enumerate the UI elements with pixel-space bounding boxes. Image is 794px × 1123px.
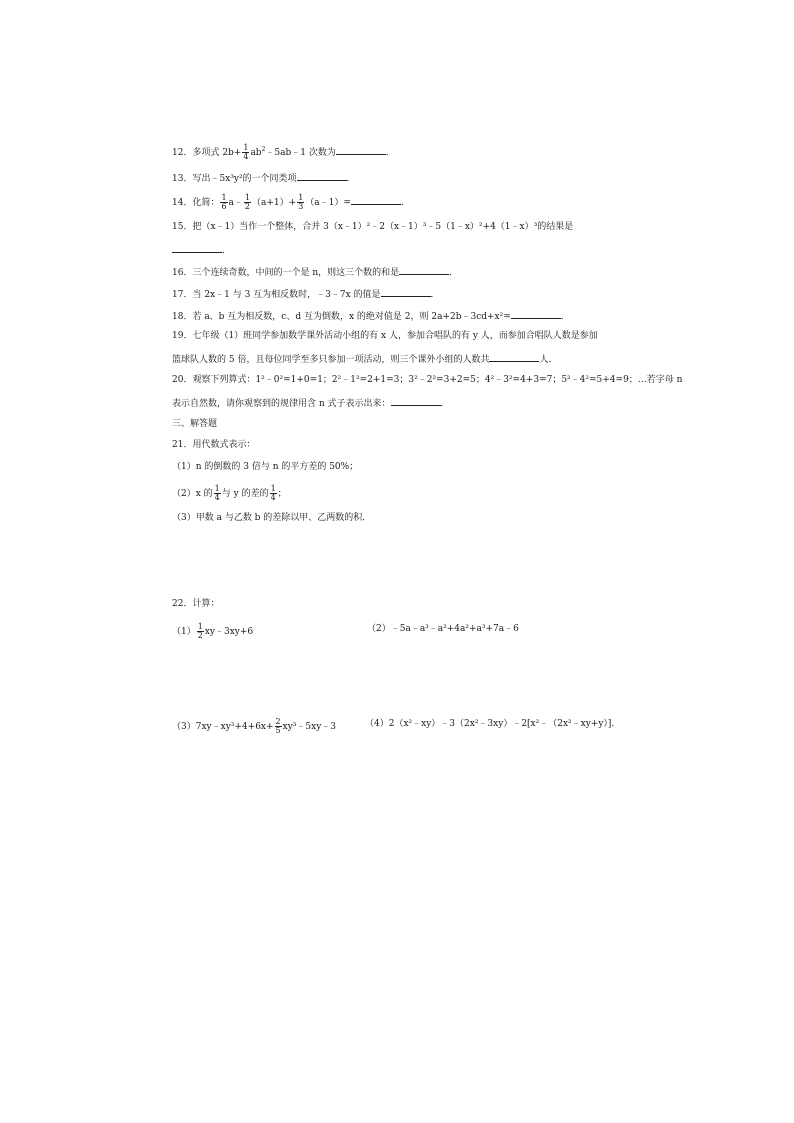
question-21 [172,439,255,451]
q14-text-d: ． [400,198,410,208]
q21-p2b: 与 y 的差的 [221,489,269,499]
question-15-cont [172,243,231,257]
q16-answer-blank[interactable] [399,265,449,275]
q17-text-d: ． [430,290,440,300]
q17-text-a: 17．当 2x﹣1 与 3 互为相反数时，﹣3﹣7x 的值是 [172,290,381,300]
q16-text-a: 16．三个连续奇数，中间的一个是 n，则这三个数的和是 [172,268,400,278]
q12-text-c: ﹣5ab﹣1 次数为 [265,148,336,158]
q22-p3-den: 5 [275,726,281,735]
q16-text-d: ． [449,268,459,278]
q14-f3-num: 1 [298,193,304,202]
question-20-cont [172,396,450,410]
q17-answer-blank[interactable] [381,287,431,297]
q21-title: 21．用代数式表示： [172,440,256,450]
question-18 [172,309,570,323]
q14-f1-num: 1 [221,193,227,202]
q22-p3-num: 2 [275,717,281,726]
q19-text-a: 19．七年级（1）班同学参加数学课外活动小组的有 x 人，参加合唱队的有 y 人，而参加合唱队人数是参加 [172,331,598,341]
section-3-heading [172,418,217,430]
q14-f1-den: 6 [221,202,227,211]
q12-sup: 2 [261,146,266,153]
q21-f1-num: 1 [214,484,220,493]
q12-frac-den: 4 [243,152,249,161]
q18-answer-blank[interactable] [511,309,561,319]
q14-f2-num: 1 [244,193,251,202]
q13-answer-blank[interactable] [297,171,347,181]
q14-fraction-2 [244,194,251,211]
q22-p1-fraction [197,623,204,640]
q14-answer-blank[interactable] [351,195,401,205]
q12-fraction [242,144,249,161]
question-14 [172,194,410,211]
q20-text-a: 20．观察下列算式：1²﹣0²=1+0=1；2²﹣1²=2+1=3；3²﹣2²=3+2=5；4²﹣3²=4+3=7；5²﹣4²=5+4=9；…若字母 n [172,375,683,385]
question-22 [172,598,219,610]
q21-p3: （3）甲数 a 与乙数 b 的差除以甲、乙两数的积． [172,513,372,523]
q12-text-a: 12．多项式 2b+ [172,148,242,158]
q13-text-d: ． [346,174,356,184]
section-3-title: 三、解答题 [172,419,218,429]
q14-text-a: 14．化简： [172,198,220,208]
question-22-part-3 [172,718,336,735]
q21-f2-den: 4 [270,493,276,502]
question-21-part-2 [172,485,287,502]
q21-f1-den: 4 [214,493,220,502]
question-21-part-3 [172,512,371,524]
question-12 [172,144,395,161]
q22-title: 22．计算： [172,599,220,609]
question-22-part-4 [365,718,620,730]
q13-text-a: 13．写出﹣5x³y²的一个同类项 [172,174,297,184]
question-13 [172,171,356,185]
question-15 [172,221,573,233]
q14-text-c: （a+1）+ [252,198,297,208]
q19-answer-blank[interactable] [489,352,539,362]
q12-frac-num: 1 [243,143,249,152]
q19-text-b: 篮球队人数的 5 倍，且每位同学至多只参加一项活动，则三个课外小组的人数共 [172,355,490,365]
q14-f3-den: 3 [298,202,304,211]
q14-fraction-3 [297,194,304,211]
q18-text-d: ． [560,312,570,322]
q12-text-b: ab [250,148,262,158]
q22-p1b: xy﹣3xy+6 [204,627,254,637]
q22-p1a: （1） [172,627,196,637]
q12-answer-blank[interactable] [336,145,386,155]
q14-f2-den: 2 [244,202,251,211]
q22-p4: （4）2（x²﹣xy）﹣3（2x²﹣3xy）﹣2[x²﹣（2x²﹣xy+y）]． [365,719,621,729]
q21-fraction-1 [214,485,221,502]
q22-p3a: （3）7xy﹣xy³+4+6x+ [172,722,274,732]
q18-text-a: 18．若 a、b 互为相反数，c、d 互为倒数，x 的绝对值是 2，则 2a+2b﹣3cd+x²= [172,312,511,322]
q14-text-e: （a﹣1）= [305,198,351,208]
q22-p2: （2）﹣5a﹣a³﹣a²+4a²+a³+7a﹣6 [367,624,519,634]
q22-p3-fraction [275,718,282,735]
q20-answer-blank[interactable] [391,396,441,406]
q15-text-d: ． [222,246,232,256]
q19-text-d: 人． [539,355,558,365]
question-20 [172,374,682,386]
q20-text-d: ． [440,399,450,409]
q14-text-b: a﹣ [228,198,243,208]
q21-p1: （1）n 的倒数的 3 倍与 n 的平方差的 50%； [172,462,359,472]
question-17 [172,287,440,301]
q21-f2-num: 1 [270,484,276,493]
q21-p2a: （2）x 的 [172,489,213,499]
question-21-part-1 [172,461,358,473]
question-19-cont [172,352,557,366]
q21-fraction-2 [270,485,277,502]
question-16 [172,265,458,279]
question-19 [172,330,598,342]
q15-answer-blank[interactable] [172,243,222,253]
q12-text-d: ． [385,148,395,158]
q15-text-a: 15．把（x﹣1）当作一个整体，合并 3（x﹣1）²﹣2（x﹣1）³﹣5（1﹣x）²+4（1﹣x）³的结果是 [172,222,574,232]
q21-p2c: ； [277,489,287,499]
q22-p1-den: 2 [197,631,203,640]
q20-text-b: 表示自然数，请你观察到的规律用含 n 式子表示出来： [172,399,391,409]
q22-p3b: xy³﹣5xy﹣3 [282,722,337,732]
q14-fraction-1 [220,194,227,211]
q22-p1-num: 1 [197,622,203,631]
question-22-part-2 [367,623,519,635]
question-22-part-1 [172,623,253,640]
